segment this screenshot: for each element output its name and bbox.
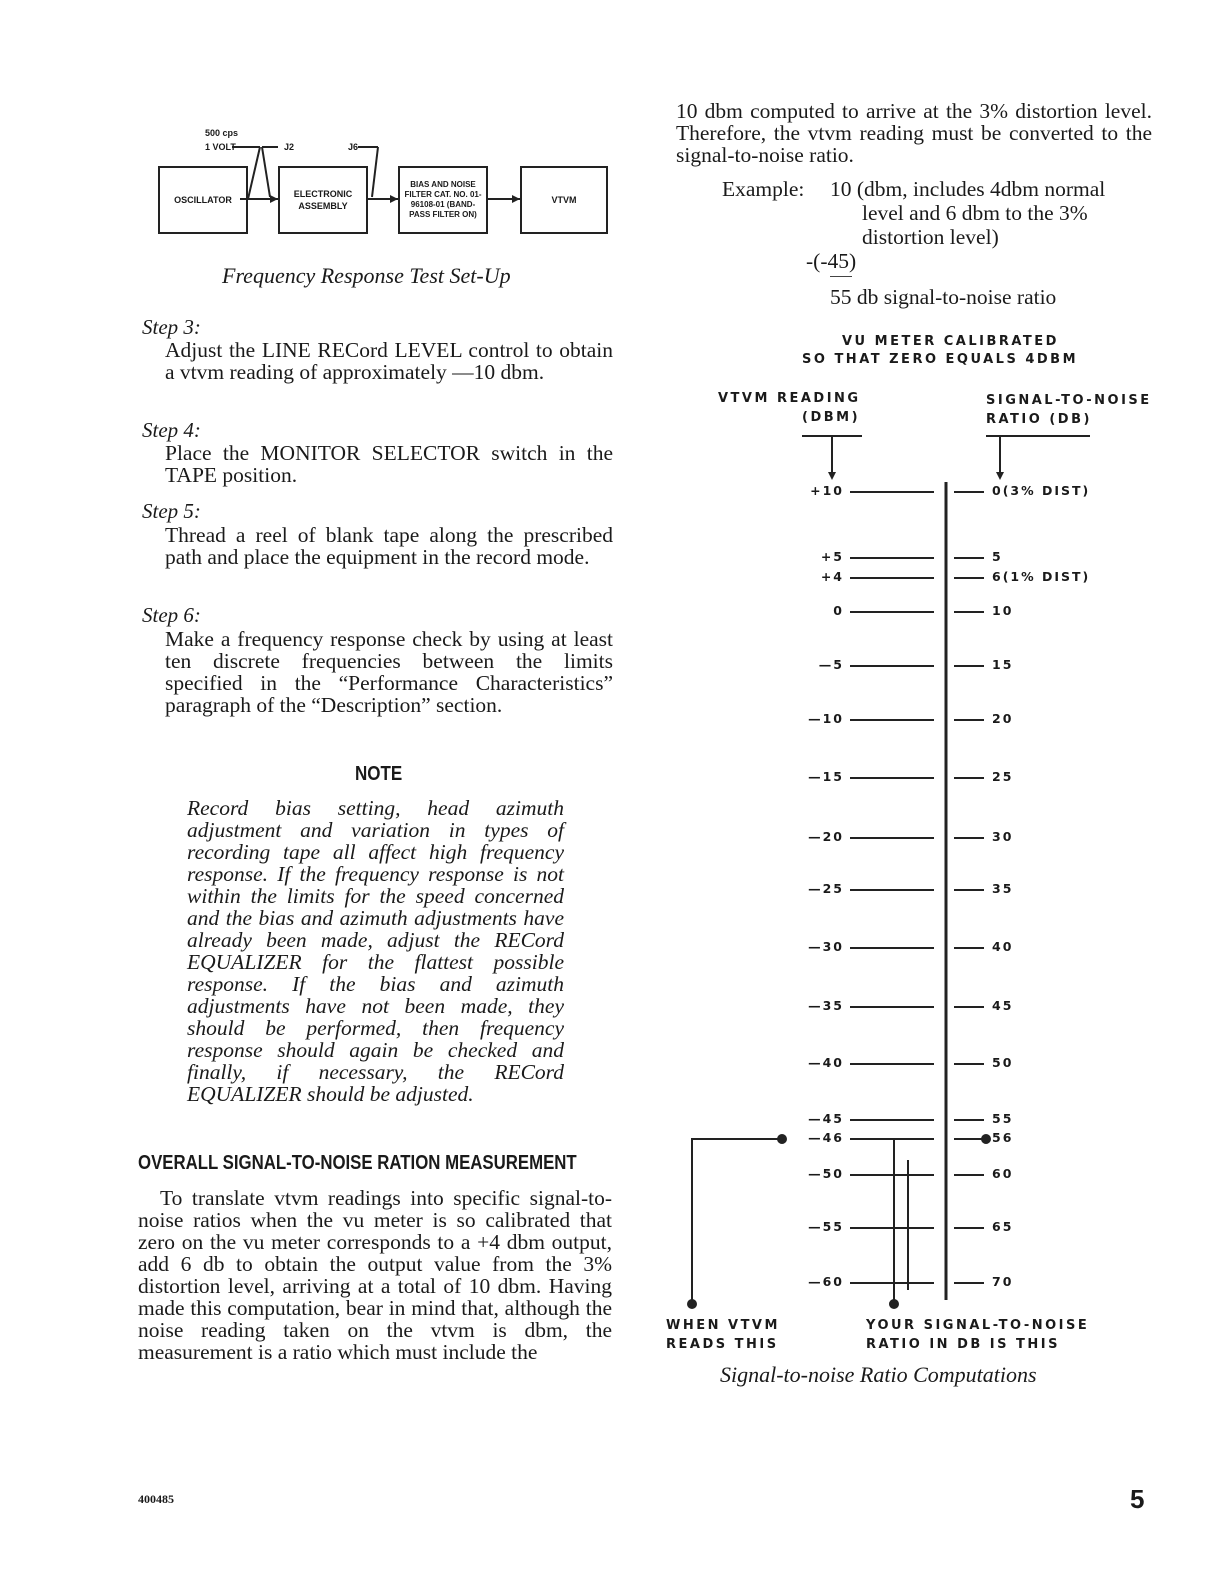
snr-tick-label: 5 [992, 549, 1003, 564]
left-header-line-2: (DBM) [802, 410, 861, 425]
continued-text: 10 dbm computed to arrive at the 3% distortion level. Therefore, the vtvm reading must be converted to the signal-to-noise ratio. [676, 99, 1152, 167]
example-line-1: 10 (dbm, includes 4dbm normal [830, 177, 1106, 201]
example-line-3: distortion level) [862, 225, 999, 249]
step-5-text: Thread a reel of blank tape along the prescribed path and place the equipment in the record mode. [165, 523, 613, 569]
vtvm-tick-label: —40 [808, 1055, 844, 1070]
bias-noise-filter-box: BIAS AND NOISE FILTER CAT. NO. 01-96108-01 (BAND-PASS FILTER ON) [398, 166, 488, 234]
chart-graphics [660, 425, 1180, 1325]
snr-tick-label: 55 [992, 1111, 1014, 1126]
diagram-caption: Frequency Response Test Set-Up [222, 263, 511, 288]
vtvm-tick-label: +4 [820, 569, 844, 584]
step-3-label: Step 3: [142, 315, 201, 339]
step-3-text: Adjust the LINE RECord LEVEL control to obtain a vtvm reading of approximately —10 dbm. [165, 338, 613, 384]
example-result: 55 db signal-to-noise ratio [830, 285, 1057, 309]
right-header-arrowhead [996, 472, 1004, 480]
vtvm-tick-label: —46 [808, 1130, 844, 1145]
snr-tick-label: 56 [992, 1130, 1014, 1145]
bottom-left-line-1: WHEN VTVM [666, 1318, 780, 1333]
snr-result-path [894, 1139, 934, 1300]
snr-tick-label: 50 [992, 1055, 1014, 1070]
chart-title-line-2: SO THAT ZERO EQUALS 4DBM [802, 352, 1079, 367]
note-text: Record bias setting, head azimuth adjustment and variation in types of recording tape all affect high frequency response. If the frequency response is not within the limits for the speed concerned and the bias and azimuth adjustments have already been made, adjust the RECord EQUALIZER for the flattest possible response. If the bias and azimuth adjustments have not been made, they should be performed, then frequency response should again be checked and finally, if necessary, the RECord EQUALIZER should be adjusted. [187, 796, 564, 1106]
snr-tick-label: 25 [992, 769, 1014, 784]
oscillator-box: OSCILLATOR [158, 166, 248, 234]
vtvm-tick-label: +5 [820, 549, 844, 564]
left-header-line-1: VTVM READING [718, 391, 861, 406]
snr-tick-label: 20 [992, 711, 1014, 726]
vtvm-tick-label: —15 [808, 769, 844, 784]
snr-tick-label: 0(3% DIST) [992, 483, 1091, 498]
when-vtvm-reads-dot [687, 1299, 697, 1309]
chart-title-line-1: VU METER CALIBRATED [842, 334, 1059, 349]
example-label: Example: [722, 177, 805, 201]
snr-result-dot [889, 1299, 899, 1309]
snr-tick-label: 40 [992, 939, 1014, 954]
section-body: To translate vtvm readings into specific signal-to-noise ratios when the vu meter is so calibrated that zero on the vu meter corresponds to a +4 dbm output, add 6 db to obtain the output value from the 3% distortion level, arriving at a total of 10 dbm. Having made this computation, bear in mind that, although the noise reading taken on the vtvm is dbm, the measurement is a ratio which must include the [138, 1186, 612, 1364]
step-5-label: Step 5: [142, 499, 201, 523]
vtvm-tick-label: +10 [810, 483, 844, 498]
vtvm-tick-label: —10 [808, 711, 844, 726]
step-6-label: Step 6: [142, 603, 201, 627]
example-line-2: level and 6 dbm to the 3% [862, 201, 1088, 225]
step-6-text: Make a frequency response check by using at least ten discrete frequencies between the limits specified in the “Performance Characteristics” paragraph of the “Description” section. [165, 627, 613, 717]
step-4-text: Place the MONITOR SELECTOR switch in the TAPE position. [165, 441, 613, 487]
step-4-label: Step 4: [142, 418, 201, 442]
bottom-right-line-1: YOUR SIGNAL-TO-NOISE [866, 1318, 1090, 1333]
right-header-line-1: SIGNAL-TO-NOISE [986, 393, 1152, 408]
snr-tick-label: 60 [992, 1166, 1014, 1181]
bottom-left-line-2: READS THIS [666, 1337, 779, 1352]
snr-tick-label: 70 [992, 1274, 1014, 1289]
electronic-assembly-box: ELECTRONIC ASSEMBLY [278, 166, 368, 234]
snr-tick-label: 10 [992, 603, 1014, 618]
snr-tick-label: 30 [992, 829, 1014, 844]
note-heading: NOTE [355, 763, 403, 785]
vtvm-tick-label: —60 [808, 1274, 844, 1289]
vtvm-tick-label: 0 [833, 603, 844, 618]
page-number: 5 [1130, 1484, 1145, 1514]
example-subtract: -(-45) [806, 249, 857, 273]
vtvm-tick-label: —30 [808, 939, 844, 954]
right-header-line-2: RATIO (DB) [986, 412, 1092, 427]
jack-j6-label: J6 [348, 142, 359, 152]
snr-tick-label: 65 [992, 1219, 1014, 1234]
signal-label-frequency: 500 cps [205, 128, 239, 138]
snr-tick-label: 15 [992, 657, 1014, 672]
vtvm-tick-label: —35 [808, 998, 844, 1013]
snr-tick-label: 45 [992, 998, 1014, 1013]
vtvm-tick-label: —45 [808, 1111, 844, 1126]
vtvm-tick-label: —50 [808, 1166, 844, 1181]
left-header-arrowhead [828, 472, 836, 480]
sum-rule [830, 276, 852, 277]
vtvm-tick-label: —55 [808, 1219, 844, 1234]
vtvm-box: VTVM [520, 166, 608, 234]
snr-tick-label: 35 [992, 881, 1014, 896]
chart-caption: Signal-to-noise Ratio Computations [720, 1362, 1037, 1387]
section-heading: OVERALL SIGNAL-TO-NOISE RATION MEASUREMENT [138, 1152, 577, 1174]
snr-tick-label: 6(1% DIST) [992, 569, 1091, 584]
vtvm-tick-label: —5 [818, 657, 844, 672]
bottom-right-line-2: RATIO IN DB IS THIS [866, 1337, 1060, 1352]
snr-56-dot [981, 1134, 991, 1144]
document-code: 400485 [138, 1492, 174, 1506]
jack-j2-label: J2 [284, 142, 295, 152]
vtvm-tick-label: —25 [808, 881, 844, 896]
vtvm-tick-label: —20 [808, 829, 844, 844]
signal-label-voltage: 1 VOLT [205, 142, 236, 152]
